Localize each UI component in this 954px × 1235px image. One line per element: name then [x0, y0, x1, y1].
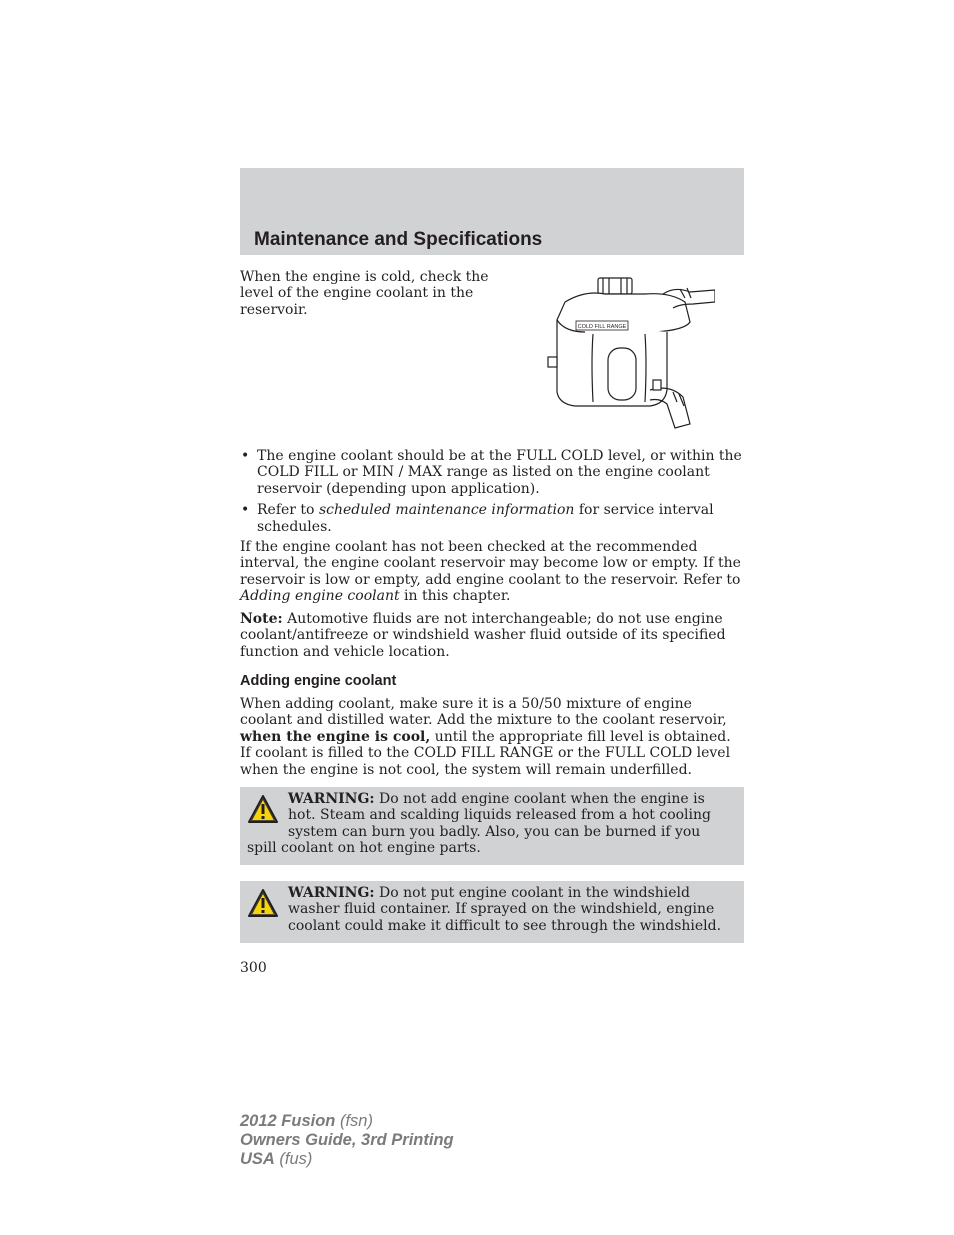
coolant-level-paragraph: [240, 539, 745, 605]
warning-triangle-icon: [247, 794, 279, 824]
adding-coolant-paragraph: [240, 696, 745, 778]
coolant-reservoir-illustration: [545, 272, 715, 432]
warning-text: Do not put engine coolant in the windshield washer fluid container. If sprayed on the windshield, engine coolant could make it difficult to see through the windshield.: [288, 885, 722, 934]
warning-box: [240, 881, 744, 943]
paragraph-text: When adding coolant, make sure it is a 50/50 mixture of engine coolant and distilled water. Add the mixture to the coolant reservoir,: [240, 696, 727, 729]
note-text: Automotive fluids are not interchangeable; do not use engine coolant/antifreeze or windshield washer fluid outside of its specified function and vehicle location.: [240, 611, 726, 660]
bullet-text-italic: scheduled maintenance information: [318, 502, 575, 519]
bullet-list: [240, 448, 745, 540]
warning-triangle-icon: [247, 888, 279, 918]
footer-imprint: [240, 1112, 454, 1169]
cross-reference: Adding engine coolant: [240, 588, 400, 605]
warning-label: WARNING:: [288, 885, 375, 901]
warning-label: WARNING:: [288, 791, 375, 807]
page-title: Maintenance and Specifications: [254, 229, 543, 250]
cold-fill-range-label: COLD FILL RANGE: [577, 324, 627, 330]
paragraph-text-end: in this chapter.: [399, 588, 511, 605]
emphasis-text: when the engine is cool,: [240, 728, 431, 745]
footer-market-code: (fus): [274, 1150, 313, 1168]
list-item: [240, 448, 745, 497]
note-label: Note:: [240, 611, 283, 627]
warning-text: Do not add engine coolant when the engine is hot. Steam and scalding liquids released from a hot cooling system can burn you badly. Also, you can be burned if you spill coolant on hot engine parts.: [247, 791, 711, 857]
section-heading: Adding engine coolant: [240, 673, 397, 689]
footer-model-code: (fsn): [335, 1112, 373, 1130]
bullet-text: The engine coolant should be at the FULL COLD level, or within the COLD FILL or MIN / MAX range as listed on the engine coolant reservoir (depending upon application).: [257, 448, 742, 497]
warning-box: [240, 787, 744, 865]
list-item: [240, 502, 745, 535]
paragraph-text: If the engine coolant has not been checked at the recommended interval, the engine coolant reservoir may become low or empty. If the reservoir is low or empty, add engine coolant to the reservoir. Refer to: [240, 539, 741, 588]
footer-edition: Owners Guide, 3rd Printing: [240, 1131, 454, 1149]
bullet-marker: •: [241, 502, 250, 519]
footer-model: 2012 Fusion: [240, 1112, 336, 1130]
footer-market: USA: [240, 1150, 275, 1168]
note-paragraph: [240, 611, 745, 660]
bullet-marker: •: [241, 448, 250, 464]
paragraph-text-end: until the appropriate fill level is obtained. If coolant is filled to the COLD FILL RANGE or the FULL COLD level when the engine is not cool, the system will remain underfilled.: [240, 728, 731, 778]
page-number: 300: [240, 960, 267, 976]
bullet-text-before: Refer to: [257, 502, 319, 519]
intro-paragraph: When the engine is cold, check the level of the engine coolant in the reservoir.: [240, 269, 489, 318]
bullet-text-after: for service interval schedules.: [257, 502, 714, 535]
section-header: [240, 168, 744, 255]
